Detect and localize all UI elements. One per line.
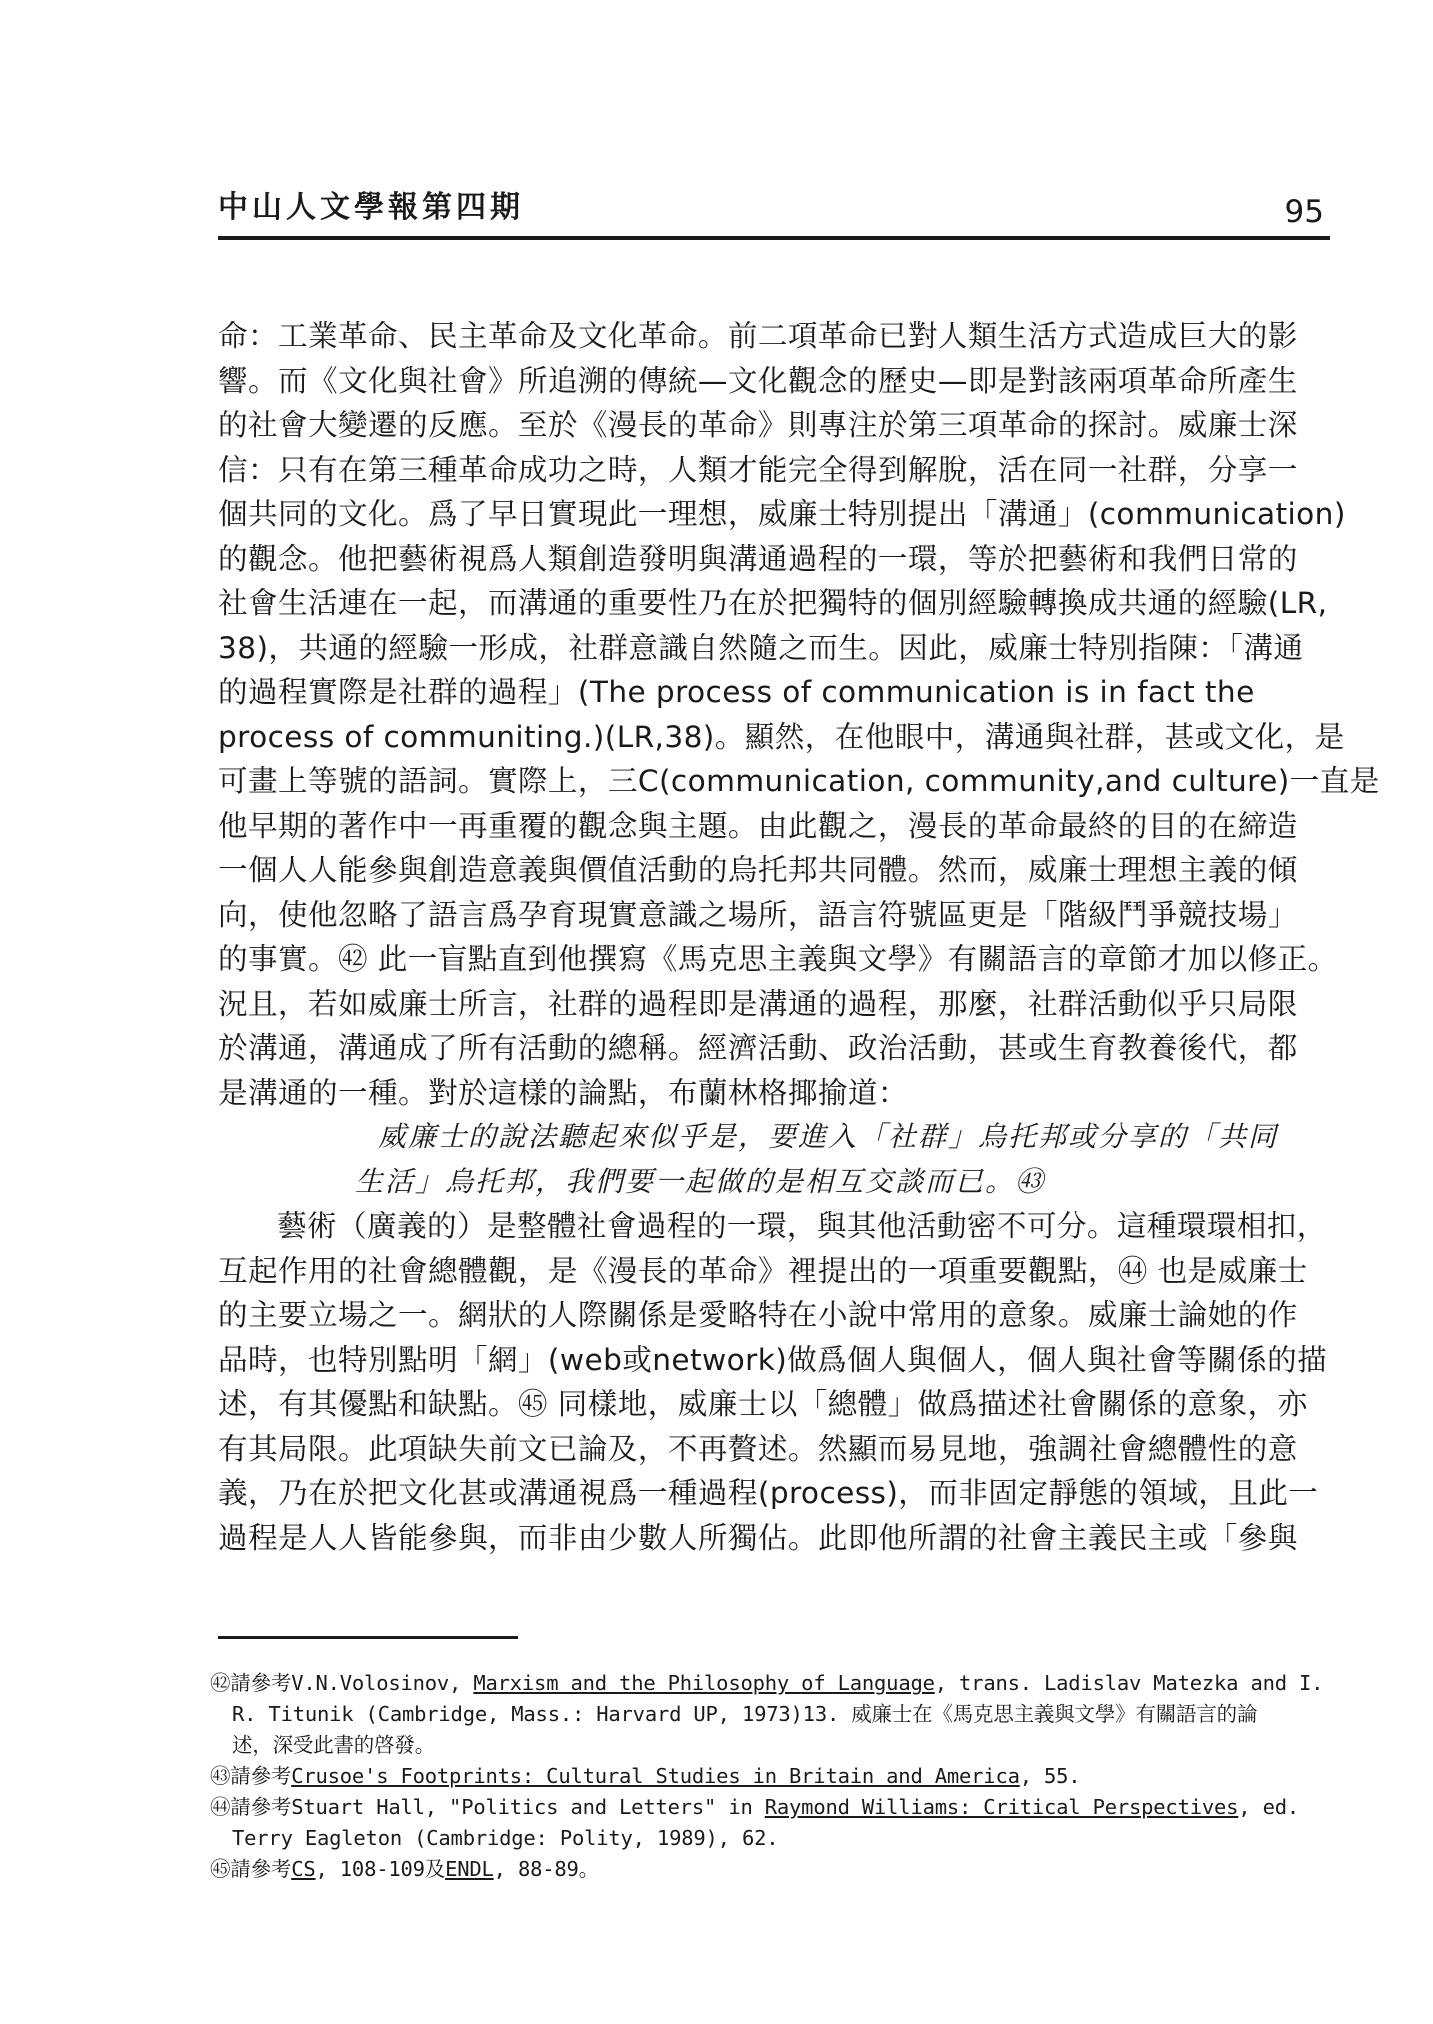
cited-abbrev: CS [291, 1857, 316, 1881]
body-line: 互起作用的社會總體觀，是《漫長的革命》裡提出的一項重要觀點，㊹ 也是威廉士 [218, 1253, 1308, 1288]
body-line: process of communiting.)(LR,38)。顯然，在他眼中，溝通與社群，甚或文化，是 [218, 719, 1345, 754]
body-line: 義，乃在於把文化甚或溝通視爲一種過程(process)，而非固定靜態的領域，且此一 [218, 1476, 1319, 1510]
page-number: 95 [1284, 194, 1324, 230]
body-line: 他早期的著作中一再重覆的觀念與主題。由此觀之，漫長的革命最終的目的在締造 [218, 808, 1298, 843]
cited-title: Crusoe's Footprints: Cultural Studies in Britain and America [291, 1764, 1020, 1788]
cited-abbrev: ENDL [445, 1857, 494, 1881]
body-line: 過程是人人皆能參與，而非由少數人所獨佔。此即他所謂的社會主義民主或「參與 [218, 1520, 1298, 1555]
header-rule [218, 236, 1330, 240]
footnote-44-cont: Terry Eagleton (Cambridge: Polity, 1989), 62. [232, 1826, 779, 1850]
footnotes [210, 1668, 1340, 1885]
body-line: 的觀念。他把藝術視爲人類創造發明與溝通過程的一環，等於把藝術和我們日常的 [218, 541, 1298, 576]
body-line: 有其局限。此項缺失前文已論及，不再贅述。然顯而易見地，強調社會總體性的意 [218, 1431, 1298, 1466]
footnote-text: , trans. Ladislav Matezka and I. [934, 1671, 1324, 1695]
footnote-44 [210, 1792, 1340, 1823]
body-line: 的過程實際是社群的過程」(The process of communication is in fact the [218, 675, 1255, 709]
body-line: 品時，也特別點明「網」(web或network)做爲個人與個人，個人與社會等關係的描 [218, 1342, 1328, 1377]
body-line: 可畫上等號的語詞。實際上，三C(communication, community,and culture)一直是 [218, 764, 1380, 798]
body-line: 是溝通的一種。對於這樣的論點，布蘭林格揶揄道： [218, 1075, 908, 1110]
body-line: 個共同的文化。爲了早日實現此一理想，威廉士特別提出「溝通」(communication) [218, 497, 1346, 531]
cited-title: Marxism and the Philosophy of Language [473, 1671, 935, 1695]
footnote-rule [218, 1636, 518, 1639]
footnote-text: ㊺請參考 [210, 1857, 292, 1881]
body-line: 38)，共通的經驗一形成，社群意識自然隨之而生。因此，威廉士特別指陳：「溝通 [218, 630, 1304, 665]
body-line: 述，有其優點和缺點。㊺ 同樣地，威廉士以「總體」做爲描述社會關係的意象，亦 [218, 1387, 1308, 1421]
body-line: 的社會大變遷的反應。至於《漫長的革命》則專注於第三項革命的探討。威廉士深 [218, 408, 1298, 442]
cited-title: Raymond Williams: Critical Perspectives [764, 1795, 1239, 1819]
footnote-text: , 55. [1019, 1764, 1081, 1788]
block-quote-line: 威廉士的說法聽起來似乎是，要進入「社群」烏托邦或分享的「共同 [378, 1120, 1279, 1153]
footnote-43 [210, 1761, 1340, 1792]
footnote-text: ㊸請參考 [210, 1764, 292, 1788]
body-line: 一個人人能參與創造意義與價值活動的烏托邦共同體。然而，威廉士理想主義的傾 [218, 853, 1298, 887]
body-line: 社會生活連在一起，而溝通的重要性乃在於把獨特的個別經驗轉換成共通的經驗(LR, [218, 586, 1328, 620]
body-line: 的事實。㊷ 此一盲點直到他撰寫《馬克思主義與文學》有關語言的章節才加以修正。 [218, 942, 1338, 976]
footnote-42 [210, 1668, 1340, 1699]
body-line: 於溝通，溝通成了所有活動的總稱。經濟活動、政治活動，甚或生育教養後代，都 [218, 1031, 1298, 1065]
body-line: 信：只有在第三種革命成功之時，人類才能完全得到解脫，活在同一社群，分享一 [218, 452, 1298, 487]
running-header [218, 188, 1330, 238]
footnote-text: , 88-89。 [493, 1857, 599, 1881]
body-line: 況且，若如威廉士所言，社群的過程即是溝通的過程，那麼，社群活動似乎只局限 [218, 986, 1298, 1021]
footnote-42-cont: 述，深受此書的啓發。 [232, 1733, 435, 1757]
body-text [218, 314, 1380, 1560]
body-line: 藝術（廣義的）是整體社會過程的一環，與其他活動密不可分。這種環環相扣， [277, 1209, 1327, 1243]
body-line: 命：工業革命、民主革命及文化革命。前二項革命已對人類生活方式造成巨大的影 [218, 319, 1298, 353]
footnote-text: ㊷請參考V.N.Volosinov, [210, 1671, 474, 1695]
body-line: 響。而《文化與社會》所追溯的傳統—文化觀念的歷史—即是對該兩項革命所產生 [218, 363, 1298, 398]
block-quote-line: 生活」烏托邦，我們要一起做的是相互交談而已。㊸ [355, 1164, 1046, 1198]
footnote-45 [210, 1854, 1340, 1885]
body-line: 的主要立場之一。網狀的人際關係是愛略特在小說中常用的意象。威廉士論她的作 [218, 1298, 1298, 1332]
body-line: 向，使他忽略了語言爲孕育現實意識之場所，語言符號區更是「階級鬥爭競技場」 [218, 897, 1298, 932]
footnote-42-cont: R. Titunik (Cambridge, Mass.: Harvard UP, 1973)13. 威廉士在《馬克思主義與文學》有關語言的論 [232, 1702, 1258, 1726]
footnote-text: , ed. [1238, 1795, 1300, 1819]
footnote-text: , 108-109及 [315, 1857, 446, 1881]
footnote-text: ㊹請參考Stuart Hall, "Politics and Letters" in [210, 1795, 765, 1819]
journal-title: 中山人文學報第四期 [218, 190, 524, 225]
